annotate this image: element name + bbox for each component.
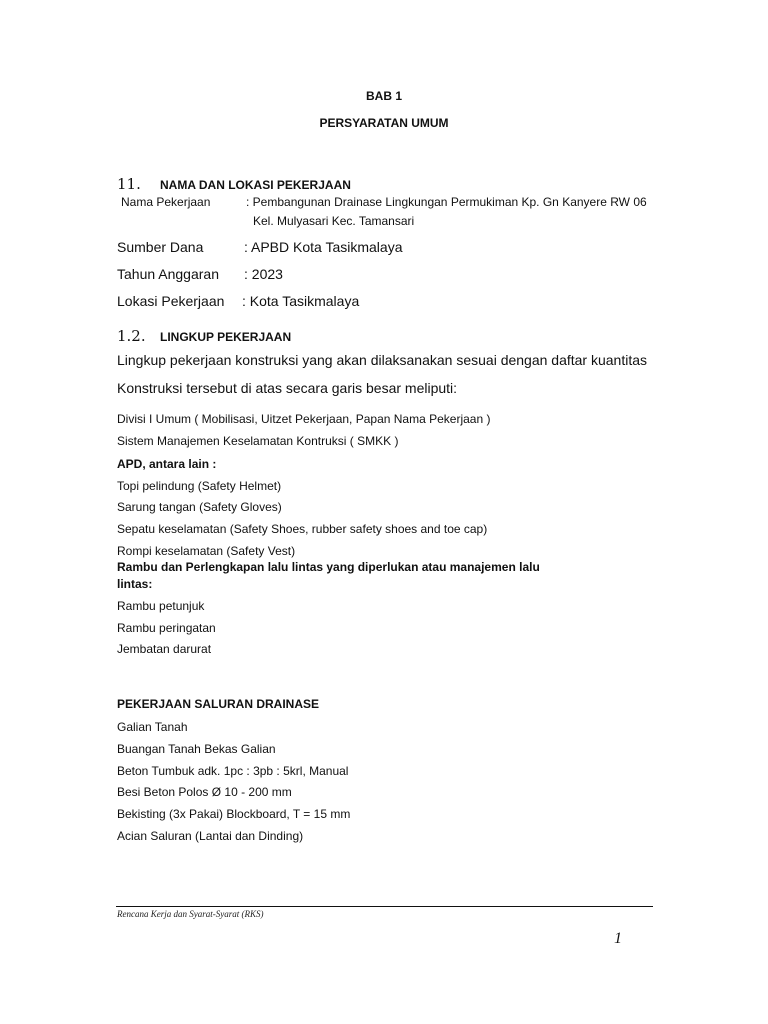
section-1-heading: NAMA DAN LOKASI PEKERJAAN (160, 178, 351, 192)
list-item: Bekisting (3x Pakai) Blockboard, T = 15 mm (117, 807, 351, 821)
section-2-number: 1.2. (117, 327, 146, 345)
list-item: Sarung tangan (Safety Gloves) (117, 500, 282, 514)
list-item: Sepatu keselamatan (Safety Shoes, rubber safety shoes and toe cap) (117, 522, 488, 536)
page-number: 1 (614, 930, 622, 947)
footer-divider (116, 906, 653, 907)
page-title: PERSYARATAN UMUM (319, 116, 449, 130)
list-item: Beton Tumbuk adk. 1pc : 3pb : 5krl, Manual (117, 764, 349, 778)
list-item: Rambu petunjuk (117, 599, 205, 613)
section-2-heading: LINGKUP PEKERJAAN (160, 330, 292, 344)
footer-text: Rencana Kerja dan Syarat-Syarat (RKS) (117, 909, 264, 919)
nama-pekerjaan-label: Nama Pekerjaan (121, 195, 211, 209)
list-item: Topi pelindung (Safety Helmet) (117, 479, 282, 493)
list-item: Acian Saluran (Lantai dan Dinding) (117, 829, 304, 843)
sumber-dana-value: : APBD Kota Tasikmalaya (244, 239, 403, 255)
lokasi-pekerjaan-value: : Kota Tasikmalaya (242, 293, 360, 309)
scope-intro-line2: Konstruksi tersebut di atas secara garis besar meliputi: (117, 380, 458, 396)
list-item: Sistem Manajemen Keselamatan Kontruksi ( SMKK ) (117, 434, 399, 448)
list-item: Galian Tanah (117, 720, 188, 734)
section-1-number: 11. (117, 175, 141, 193)
tahun-anggaran-label: Tahun Anggaran (117, 266, 219, 282)
nama-pekerjaan-value-line2: Kel. Mulyasari Kec. Tamansari (253, 214, 415, 228)
list-item: Divisi I Umum ( Mobilisasi, Uitzet Pekerjaan, Papan Nama Pekerjaan ) (117, 412, 491, 426)
list-item: Rompi keselamatan (Safety Vest) (117, 544, 296, 558)
drainase-heading: PEKERJAAN SALURAN DRAINASE (117, 697, 320, 711)
nama-pekerjaan-value: : Pembangunan Drainase Lingkungan Permukiman Kp. Gn Kanyere RW 06 (246, 195, 647, 209)
list-item: Besi Beton Polos Ø 10 - 200 mm (117, 785, 292, 799)
chapter-label: BAB 1 (365, 89, 402, 103)
list-item: Rambu peringatan (117, 621, 216, 635)
tahun-anggaran-value: : 2023 (244, 266, 283, 282)
apd-heading: APD, antara lain : (117, 457, 217, 471)
sumber-dana-label: Sumber Dana (117, 239, 204, 255)
lokasi-pekerjaan-label: Lokasi Pekerjaan (117, 293, 225, 309)
scope-intro: Lingkup pekerjaan konstruksi yang akan dilaksanakan sesuai dengan daftar kuantitas (117, 352, 648, 368)
list-item: Jembatan darurat (117, 642, 212, 656)
rambu-heading-line2: lintas: (117, 577, 153, 591)
list-item: Buangan Tanah Bekas Galian (117, 742, 276, 756)
rambu-heading: Rambu dan Perlengkapan lalu lintas yang diperlukan atau manajemen lalu (117, 560, 540, 574)
